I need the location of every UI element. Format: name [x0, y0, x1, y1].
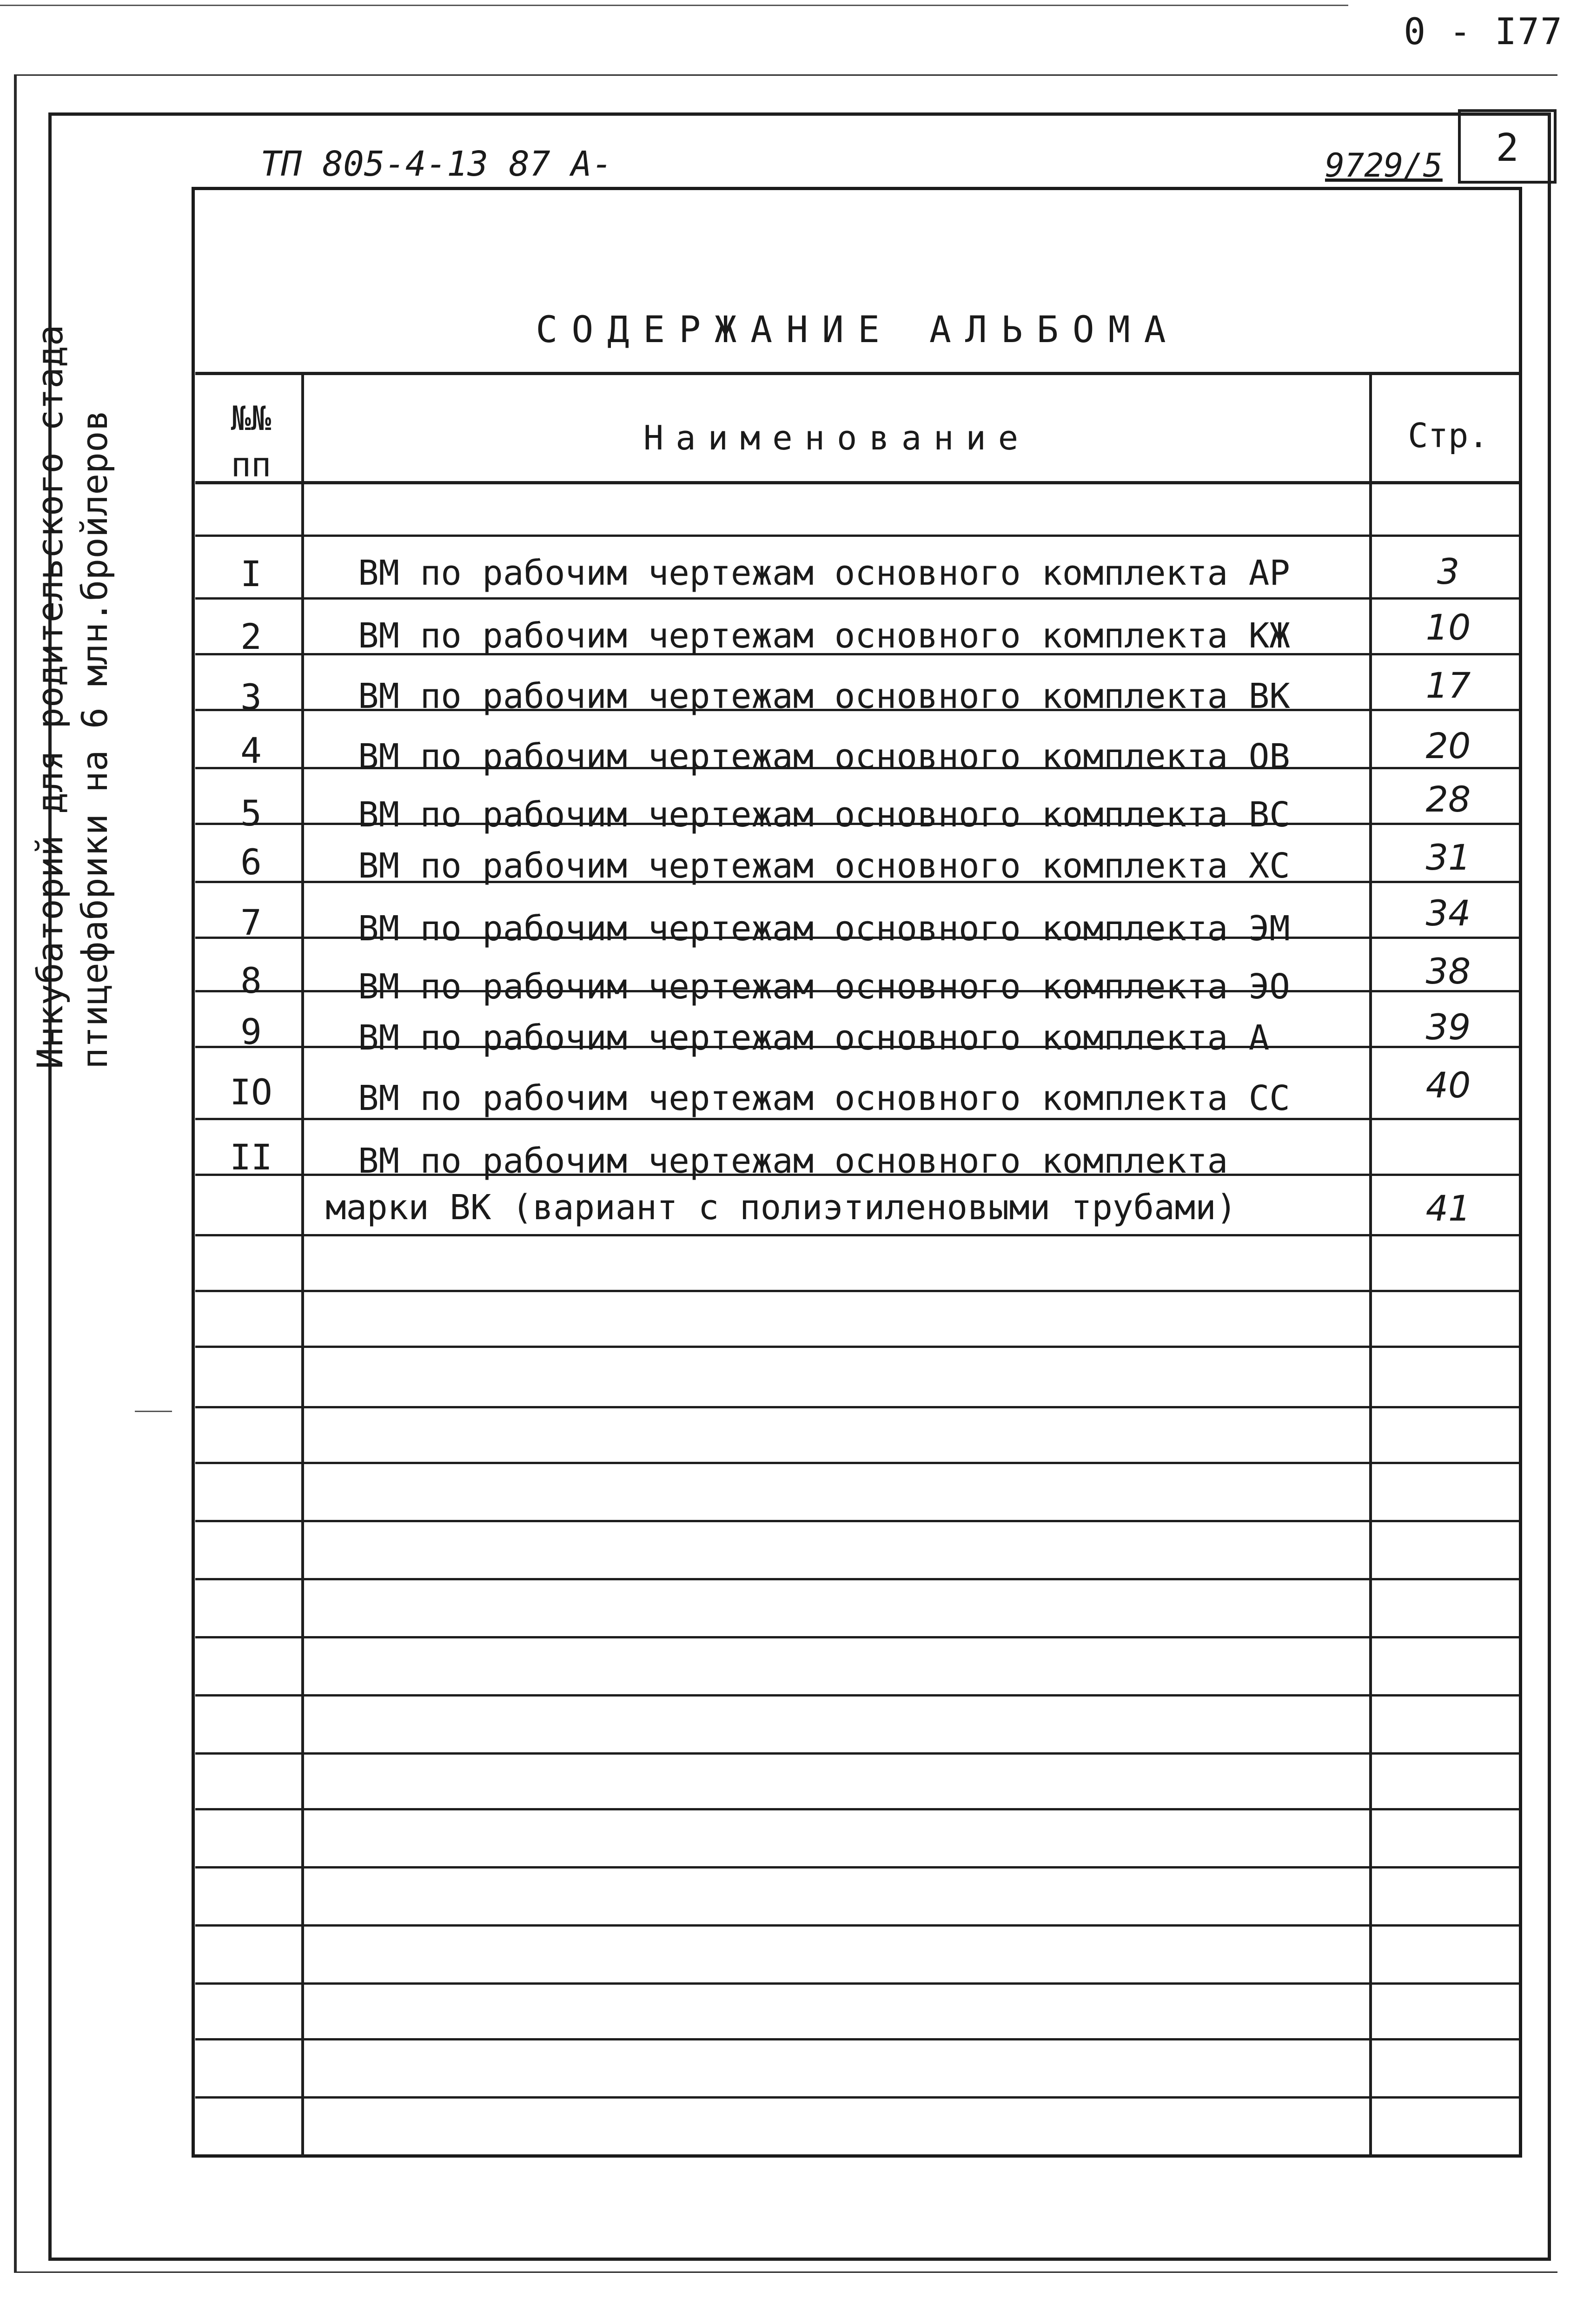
row-line: [195, 1808, 1520, 1810]
row-line: [195, 1346, 1520, 1348]
margin-dash: [135, 1411, 172, 1412]
row-name: ВМ по рабочим чертежам основного комплекта ВС: [358, 795, 1290, 835]
row-name: ВМ по рабочим чертежам основного комплекта ЭО: [358, 967, 1290, 1007]
row-line: [195, 1290, 1520, 1292]
row-name: ВМ по рабочим чертежам основного комплекта ОВ: [358, 737, 1290, 777]
row-line: [195, 1406, 1520, 1408]
row-line: [195, 1520, 1520, 1522]
row-page: 3: [1437, 551, 1460, 592]
header-name: Наименование: [643, 418, 1031, 457]
row-line: [195, 535, 1520, 537]
row-name: ВМ по рабочим чертежам основного комплекта АР: [358, 553, 1290, 593]
row-page: 41: [1425, 1188, 1471, 1229]
side-title-line1: Инкубаторий для родительского стада: [29, 324, 71, 1069]
row-line: [195, 2096, 1520, 2099]
row-page: 34: [1425, 892, 1471, 934]
row-number: 9: [240, 1011, 262, 1052]
row-number: IO: [230, 1071, 272, 1113]
row-number: II: [230, 1136, 272, 1178]
row-name-continued: марки ВК (вариант с полиэтиленовыми трубами): [325, 1188, 1237, 1228]
row-number: 7: [240, 902, 262, 943]
side-title-line2: птицефабрики на 6 млн.бройлеров: [74, 409, 115, 1069]
table-title: СОДЕРЖАНИЕ АЛЬБОМА: [536, 309, 1180, 351]
row-number: 5: [240, 792, 262, 834]
row-line: [195, 597, 1520, 600]
row-line: [195, 2038, 1520, 2040]
sheet-number: 2: [1496, 126, 1519, 170]
row-number: I: [240, 553, 262, 594]
row-number: 3: [240, 676, 262, 718]
row-page: 39: [1425, 1006, 1471, 1048]
row-line: [195, 1924, 1520, 1927]
row-line: [195, 1694, 1520, 1697]
header-page: Стр.: [1408, 416, 1489, 455]
header-top-line: [195, 372, 1520, 375]
row-page: 38: [1425, 951, 1471, 992]
page-code: 0 - I77: [1404, 11, 1563, 53]
row-number: 6: [240, 841, 262, 883]
row-number: 2: [240, 616, 262, 657]
row-line: [195, 1636, 1520, 1638]
row-name: ВМ по рабочим чертежам основного комплекта ВК: [358, 676, 1290, 716]
row-page: 17: [1425, 665, 1471, 706]
row-line: [195, 1982, 1520, 1985]
header-number-line2: пп: [231, 445, 272, 484]
side-title: [28, 139, 117, 1069]
row-page: 20: [1425, 725, 1471, 766]
header-number: [200, 395, 302, 488]
row-name: ВМ по рабочим чертежам основного комплекта А: [358, 1018, 1270, 1058]
row-line: [195, 1578, 1520, 1580]
row-number: 8: [240, 960, 262, 1001]
row-line: [195, 1866, 1520, 1868]
row-name: ВМ по рабочим чертежам основного комплекта: [358, 1141, 1228, 1181]
row-page: 10: [1425, 607, 1471, 648]
document-code: ТП 805-4-13 87 А-: [260, 144, 613, 184]
row-name: ВМ по рабочим чертежам основного комплекта СС: [358, 1078, 1290, 1118]
row-number: 4: [240, 730, 262, 771]
row-line: [195, 1752, 1520, 1755]
row-page: 28: [1425, 779, 1471, 820]
row-page: 31: [1425, 837, 1471, 878]
header-bottom-line: [195, 481, 1520, 484]
row-name: ВМ по рабочим чертежам основного комплекта КЖ: [358, 616, 1290, 656]
row-name: ВМ по рабочим чертежам основного комплекта ХС: [358, 846, 1290, 886]
row-line: [195, 1234, 1520, 1236]
top-edge-rule: [0, 5, 1348, 6]
row-name: ВМ по рабочим чертежам основного комплекта ЭМ: [358, 909, 1290, 949]
album-number: 9729/5: [1325, 146, 1443, 185]
sheet-number-box: [1458, 109, 1557, 184]
row-line: [195, 1462, 1520, 1464]
header-number-line1: №№: [231, 399, 272, 438]
row-page: 40: [1425, 1064, 1471, 1106]
